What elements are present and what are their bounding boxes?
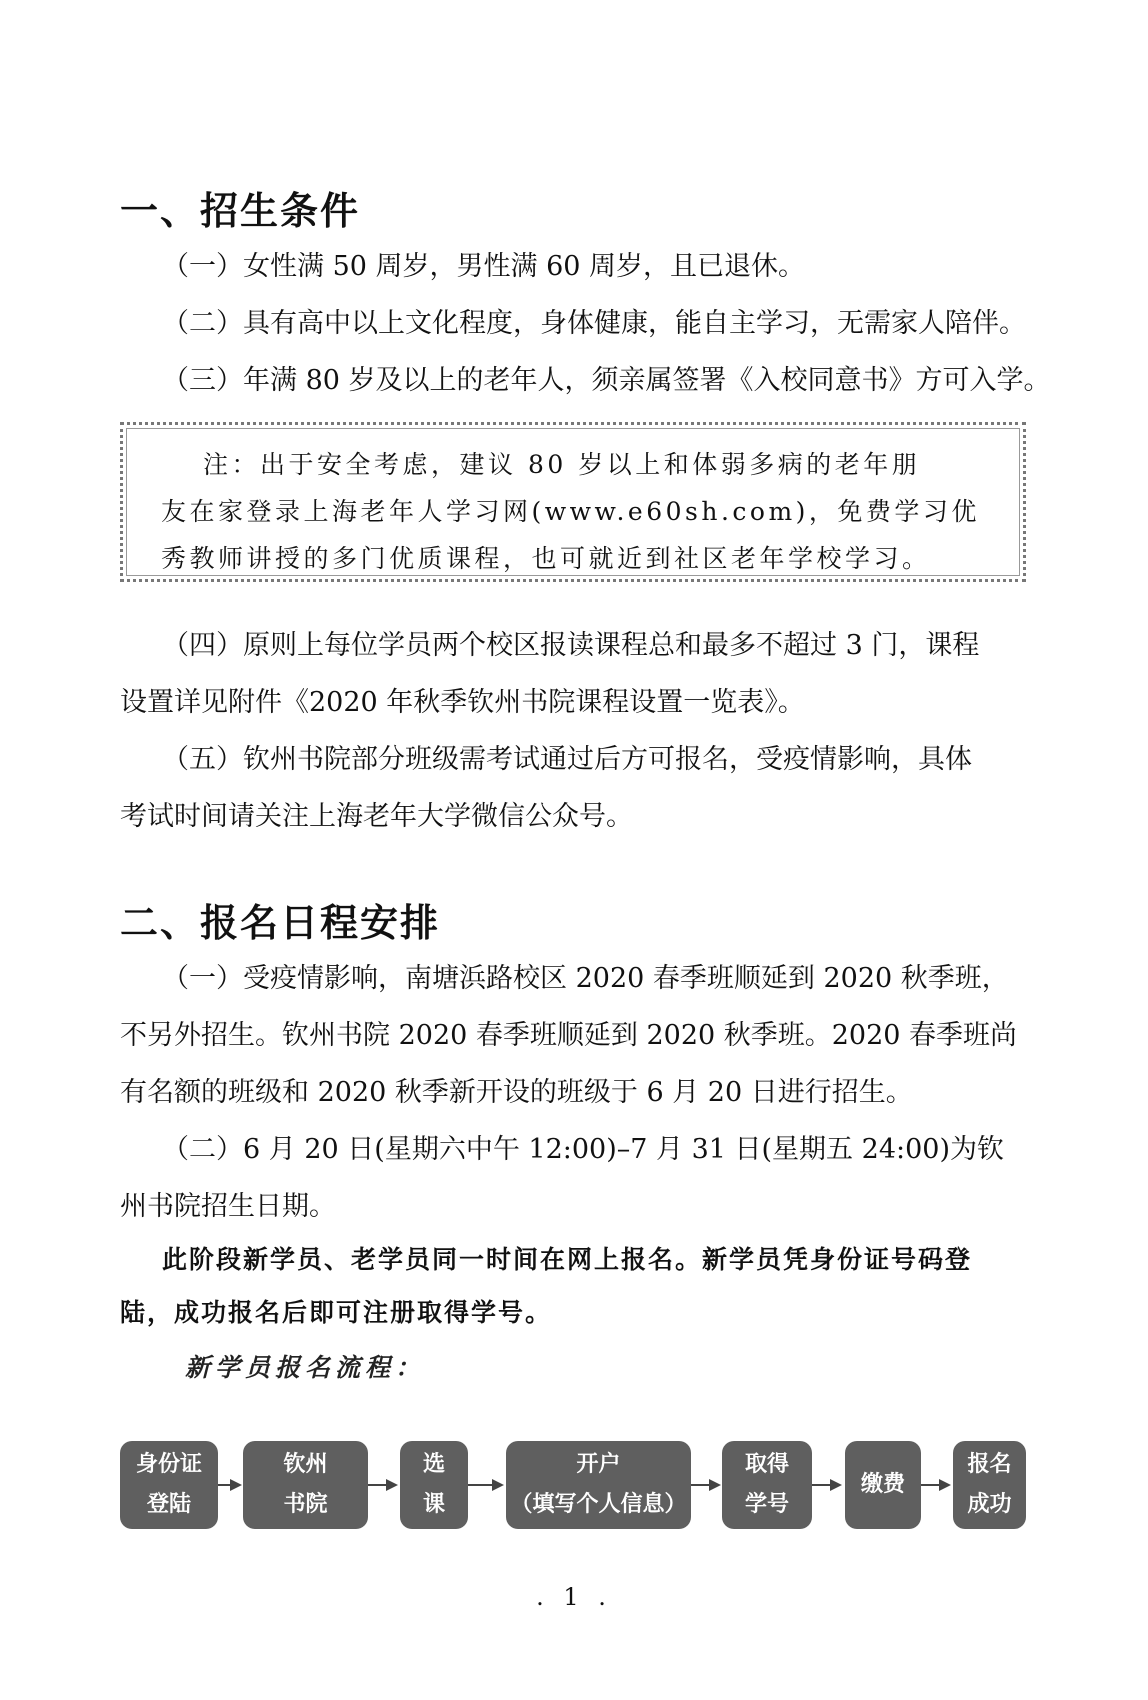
emphasis-line-2: 陆，成功报名后即可注册取得学号。: [120, 1298, 553, 1327]
flow-step-label: 学号: [744, 1492, 789, 1517]
note-line: 秀教师讲授的多门优质课程，也可就近到社区老年学校学习。: [161, 544, 931, 573]
schedule-item-1-line2: 不另外招生。钦州书院 2020 春季班顺延到 2020 秋季班。2020 春季班尚: [120, 1020, 1018, 1051]
enrollment-item-1: （一）女性满 50 周岁，男性满 60 周岁，且已退休。: [162, 251, 806, 282]
schedule-item-1-line1: （一）受疫情影响，南塘浜路校区 2020 春季班顺延到 2020 秋季班，: [162, 963, 1009, 994]
flow-step-label: 报名: [967, 1452, 1012, 1477]
section-heading-enrollment: 一、招生条件: [120, 189, 361, 233]
flow-step-label: 钦州: [283, 1452, 328, 1477]
arrow-right-icon: [921, 1477, 951, 1493]
arrow-right-icon: [812, 1477, 842, 1493]
enrollment-item-2: （二）具有高中以上文化程度，身体健康，能自主学习，无需家人陪伴。: [162, 308, 1026, 339]
enrollment-item-3: （三）年满 80 岁及以上的老年人，须亲属签署《入校同意书》方可入学。: [162, 365, 1051, 396]
flow-title: 新学员报名流程：: [185, 1353, 426, 1382]
flow-step-label: 课: [422, 1492, 445, 1517]
flow-step-success: [953, 1441, 1026, 1529]
flow-step-label: 登陆: [146, 1492, 191, 1517]
enrollment-item-4-line2: 设置详见附件《2020 年秋季钦州书院课程设置一览表》。: [120, 687, 805, 718]
arrow-right-icon: [468, 1477, 504, 1493]
flow-step-pay: [845, 1441, 921, 1529]
flow-step-id-login: [120, 1441, 218, 1529]
flow-step-label: 取得: [744, 1452, 789, 1477]
page-number: . 1 .: [536, 1583, 612, 1611]
section-heading-schedule: 二、报名日程安排: [120, 901, 441, 945]
schedule-item-2-line1: （二）6 月 20 日(星期六中午 12:00)–7 月 31 日(星期五 24:00)为钦: [162, 1134, 1004, 1165]
arrow-right-icon: [691, 1477, 721, 1493]
arrow-right-icon: [218, 1477, 242, 1493]
enrollment-item-4-line1: （四）原则上每位学员两个校区报读课程总和最多不超过 3 门，课程: [162, 630, 980, 661]
flow-step-label: 选: [422, 1452, 445, 1477]
note-line: 注：出于安全考虑，建议 80 岁以上和体弱多病的老年朋: [203, 450, 921, 479]
note-line: 友在家登录上海老年人学习网(www.e60sh.com)，免费学习优: [161, 497, 980, 526]
enrollment-item-5-line2: 考试时间请关注上海老年大学微信公众号。: [120, 801, 633, 832]
arrow-right-icon: [368, 1477, 398, 1493]
emphasis-line-1: 此阶段新学员、老学员同一时间在网上报名。新学员凭身份证号码登: [162, 1245, 973, 1274]
flow-step-label: 成功: [967, 1492, 1012, 1517]
flow-step-label: 缴费: [860, 1472, 905, 1497]
enrollment-item-5-line1: （五）钦州书院部分班级需考试通过后方可报名，受疫情影响，具体: [162, 744, 972, 775]
flow-step-label: （填写个人信息）: [510, 1492, 687, 1517]
flow-step-open-account: [506, 1441, 691, 1529]
schedule-item-1-line3: 有名额的班级和 2020 秋季新开设的班级于 6 月 20 日进行招生。: [120, 1077, 913, 1108]
flow-step-select-course: [400, 1441, 468, 1529]
note-box: [120, 422, 1026, 582]
schedule-item-2-line2: 州书院招生日期。: [120, 1191, 336, 1222]
flow-step-label: 身份证: [135, 1452, 202, 1477]
flow-step-get-student-id: [722, 1441, 812, 1529]
flow-step-campus: [243, 1441, 368, 1529]
flow-step-label: 书院: [283, 1492, 328, 1517]
flow-step-label: 开户: [576, 1452, 621, 1477]
